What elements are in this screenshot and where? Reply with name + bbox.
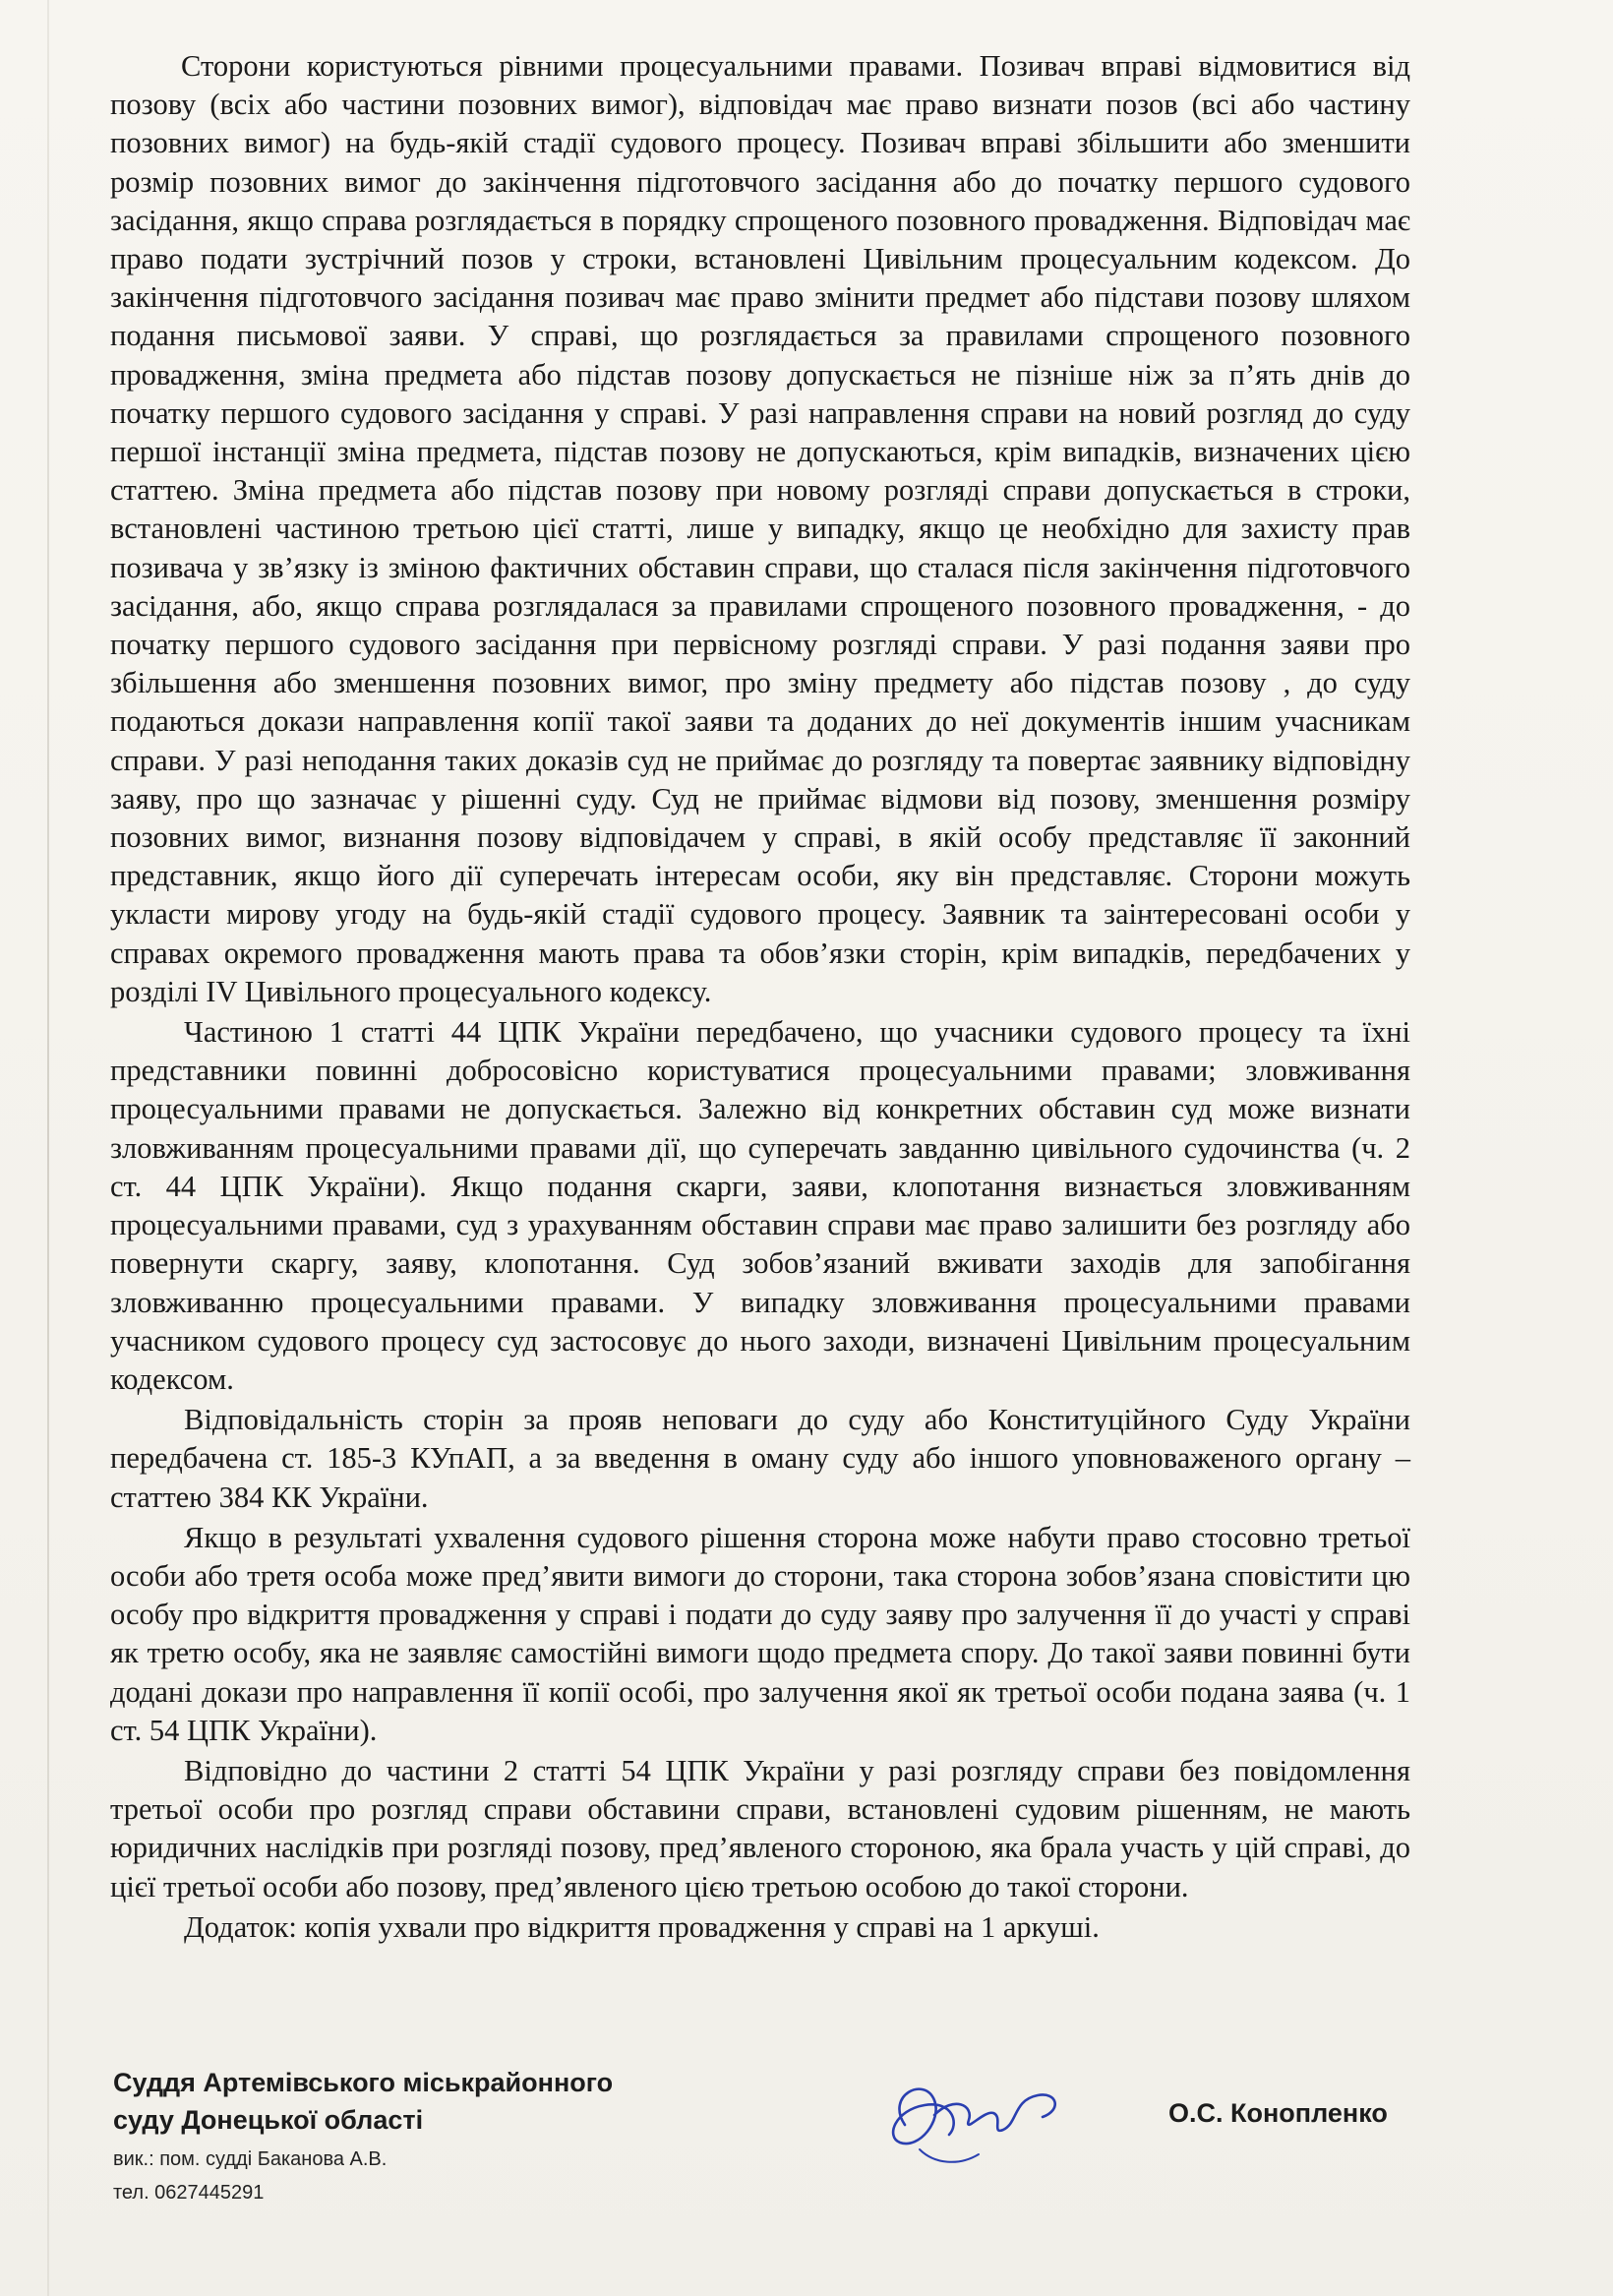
executor-info <box>113 2143 387 2209</box>
paragraph-liability: Відповідальність сторін за прояв неповаги до суду або Конституційного Суду України передбачена ст. 185-3 КУпАП, а за введення в оману суду або іншого уповноваженого органу – статтею 384 КК України. <box>110 1403 1410 1514</box>
document-body <box>110 47 1410 1949</box>
paragraph-procedural-rights: Сторони користуються рівними процесуальними правами. Позивач вправі відмовитися від позову (всіх або частини позовних вимог), відповідач має право визнати позов (всі або частину позовних вимог) на будь-якій стадії судового процесу. Позивач вправі збільшити або зменшити розмір позовних вимог до закінчення підготовчого засідання або до початку першого судового засідання, якщо справа розглядається в порядку спрощеного позовного провадження. Відповідач має право подати зустрічний позов у строки, встановлені Цивільним процесуальним кодексом. До закінчення підготовчого засідання позивач має право змінити предмет або підстави позову шляхом подання письмової заяви. У справі, що розглядається за правилами спрощеного позовного провадження, зміна предмета або підстав позову допускається не пізніше ніж за п’ять днів до початку першого судового засідання у справі. У разі направлення справи на новий розгляд до суду першої інстанції зміна предмета, підстав позову не допускаються, крім випадків, визначених цією статтею. Зміна предмета або підстав позову при новому розгляді справи допускається в строки, встановлені частиною третьою цієї статті, лише у випадку, якщо це необхідно для захисту прав позивача у зв’язку із зміною фактичних обставин справи, що сталася після закінчення підготовчого засідання, або, якщо справа розглядалася за правилами спрощеного позовного провадження, - до початку першого судового засідання при первісному розгляді справи. У разі подання заяви про збільшення або зменшення позовних вимог, про зміну предмету або підстав позову , до суду подаються докази направлення копії такої заяви та доданих до неї документів іншим учасникам справи. У разі неподання таких доказів суд не приймає до розгляду та повертає заявнику відповідну заяву, про що зазначає у рішенні суду. Суд не приймає відмови від позову, зменшення розміру позовних вимог, визнання позову відповідачем у справі, в якій особу представляє її законний представник, якщо його дії суперечать інтересам особи, яку він представляє. Сторони можуть укласти мирову угоду на будь-якій стадії судового процесу. Заявник та заінтересовані особи у справах окремого провадження мають права та обов’язки сторін, крім випадків, передбачених у розділі IV Цивільного процесуального кодексу. <box>110 49 1410 1008</box>
judge-title-line2: суду Донецької області <box>113 2105 424 2135</box>
paragraph-attachment: Додаток: копія ухвали про відкриття провадження у справі на 1 аркуші. <box>184 1909 1100 1944</box>
executor-line: вик.: пом. судді Баканова А.В. <box>113 2148 388 2170</box>
handwritten-signature <box>866 2056 1072 2184</box>
judge-title <box>113 2064 613 2139</box>
judge-name: О.С. Конопленко <box>1168 2098 1388 2128</box>
paragraph-third-party-consequences: Відповідно до частини 2 статті 54 ЦПК України у разі розгляду справи без повідомлення третьої особи про розгляд справи обставини справи, встановлені судовим рішенням, не мають юридичних наслідків при розгляді позову, пред’явленого стороною, яка брала участь у цій справі, до цієї третьої особи або позову, пред’явленого цією третьою особою до такої сторони. <box>110 1753 1410 1903</box>
phone-line: тел. 0627445291 <box>113 2182 265 2204</box>
page-edge-shadow <box>47 0 49 2296</box>
judge-title-line1: Суддя Артемівського міськрайонного <box>113 2068 614 2097</box>
paragraph-third-party-notice: Якщо в результаті ухвалення судового рішення сторона може набути право стосовно третьої особи або третя особа може пред’явити вимоги до сторони, така сторона зобов’язана сповістити цю особу про відкриття провадження у справі і подати до суду заяву про залучення її до участі у справі як третю особу, яка не заявляє самостійні вимоги щодо предмета спору. До такої заяви повинні бути додані докази про направлення її копії особі, про залучення якої як третьої особи подана заява (ч. 1 ст. 54 ЦПК України). <box>110 1520 1410 1747</box>
paragraph-abuse-of-rights: Частиною 1 статті 44 ЦПК України передбачено, що учасники судового процесу та їхні представники повинні добросовісно користуватися процесуальними правами; зловживання процесуальними правами не допускається. Залежно від конкретних обставин суд може визнати зловживанням процесуальними правами дії, що суперечать завданню цивільного судочинства (ч. 2 ст. 44 ЦПК України). Якщо подання скарги, заяви, клопотання визнається зловживанням процесуальними правами, суд з урахуванням обставин справи має право залишити без розгляду або повернути скаргу, заяву, клопотання. Суд зобов’язаний вживати заходів для запобігання зловживанню процесуальними правами. У випадку зловживання процесуальними правами учасником судового процесу суд застосовує до нього заходи, визначені Цивільним процесуальним кодексом. <box>110 1015 1410 1396</box>
